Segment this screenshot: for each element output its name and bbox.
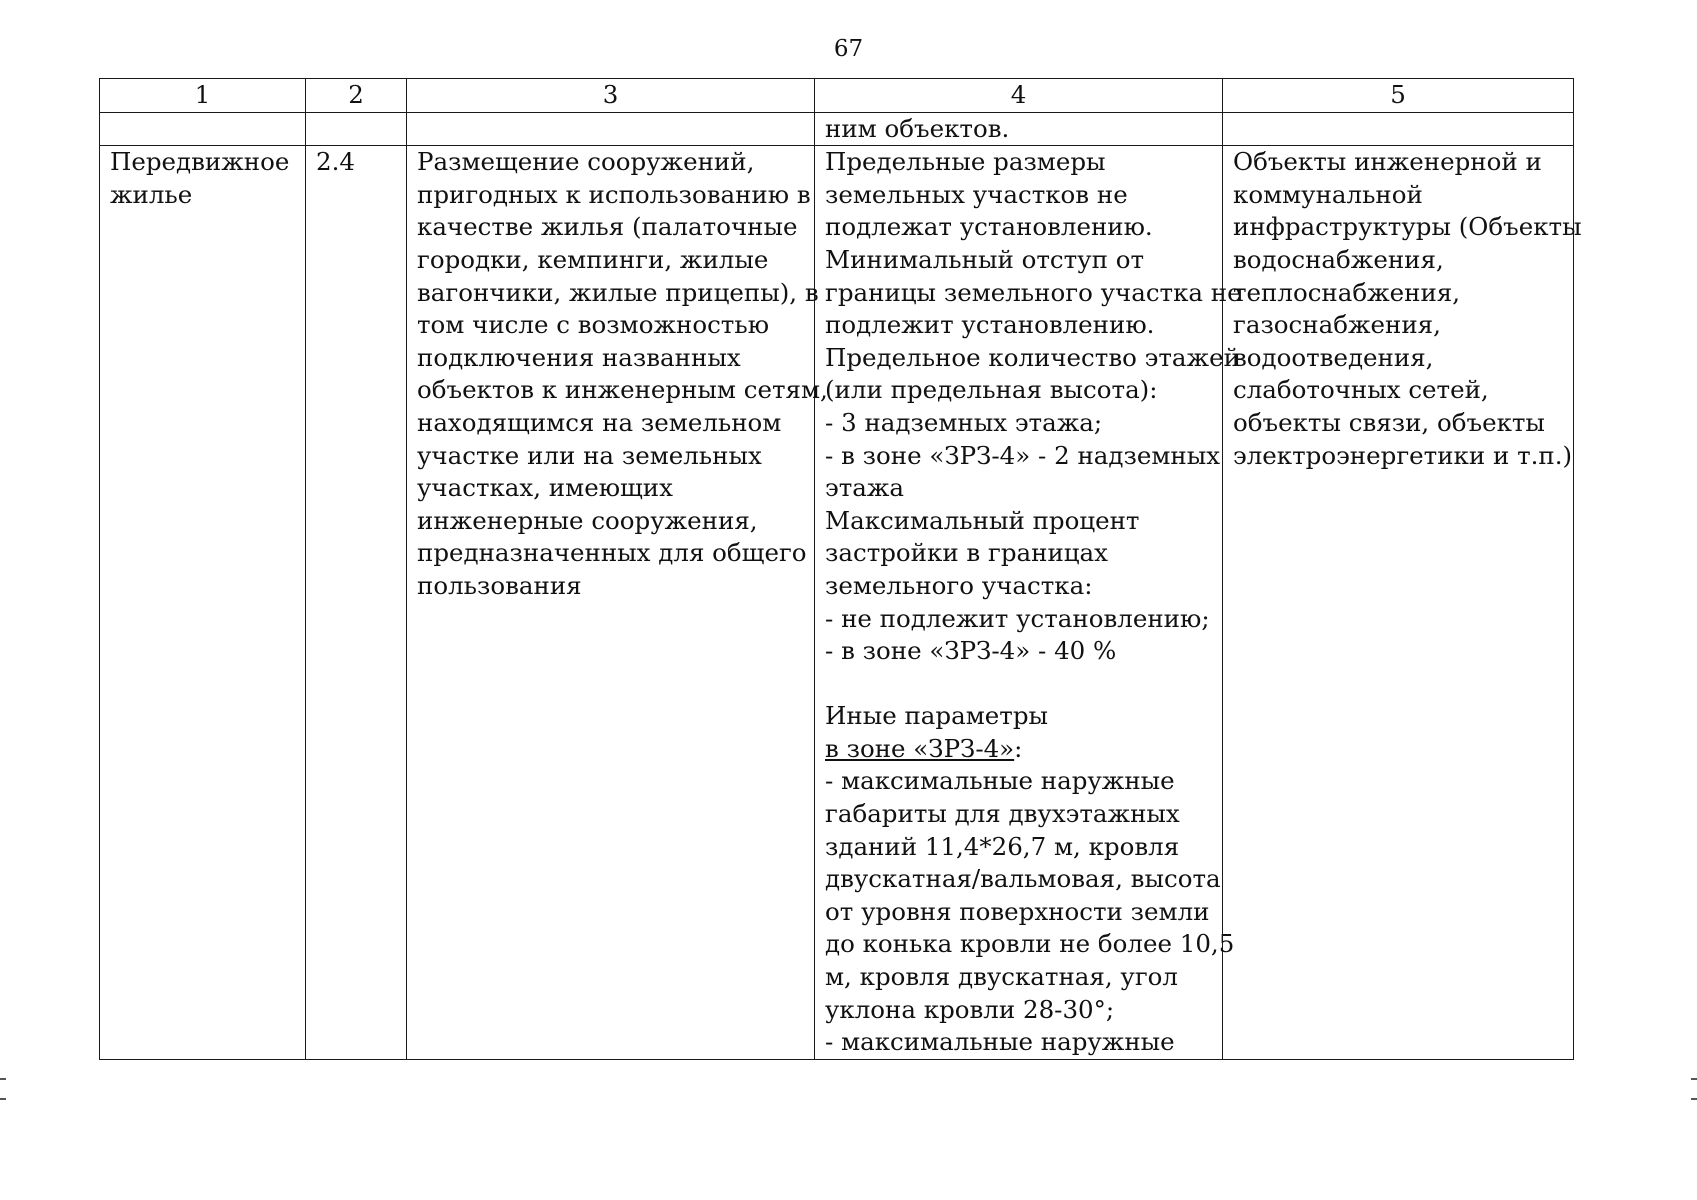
auxiliary-line: слаботочных сетей, — [1233, 375, 1489, 405]
description-line: инженерные сооружения, — [417, 505, 758, 535]
parameters-line: двускатная/вальмовая, высота — [825, 864, 1221, 894]
continuation-row — [100, 112, 1574, 146]
column-header-3: 3 — [407, 79, 815, 113]
scan-edge-mark-left — [0, 1078, 6, 1100]
parameters-line: этажа — [825, 473, 905, 503]
parameters-line: - максимальные наружные — [825, 766, 1175, 796]
description-line: городки, кемпинги, жилые — [417, 244, 769, 274]
auxiliary-line: электроэнергетики и т.п.) — [1233, 440, 1573, 470]
auxiliary-line: теплоснабжения, — [1233, 277, 1461, 307]
parameters-line: границы земельного участка не — [825, 277, 1242, 307]
zone-heading — [825, 733, 1212, 766]
continuation-cell-3 — [407, 112, 815, 146]
auxiliary-line: Объекты инженерной и — [1233, 147, 1542, 177]
description-line: участках, имеющих — [417, 473, 673, 503]
continuation-cell-2 — [306, 112, 407, 146]
parameters-line: (или предельная высота): — [825, 375, 1158, 405]
continuation-cell-5 — [1223, 112, 1574, 146]
auxiliary-line: водоснабжения, — [1233, 244, 1444, 274]
table-row — [100, 146, 1574, 1060]
description-line: пользования — [417, 570, 582, 600]
scan-edge-mark-right — [1691, 1078, 1697, 1100]
paragraph-gap — [825, 668, 1212, 701]
use-type-name-cell — [100, 146, 306, 1060]
description-line: пригодных к использованию в — [417, 179, 811, 209]
parameters-line: Предельное количество этажей — [825, 342, 1240, 372]
description-line: том числе с возможностью — [417, 310, 770, 340]
description-line: предназначенных для общего — [417, 538, 807, 568]
description-line: находящимся на земельном — [417, 407, 782, 437]
parameters-line: Минимальный отступ от — [825, 244, 1145, 274]
description-line: вагончики, жилые прицепы), в — [417, 277, 819, 307]
parameters-line: - в зоне «ЗРЗ-4» - 2 надземных — [825, 440, 1221, 470]
other-params-heading: Иные параметры — [825, 701, 1049, 731]
parameters-line: - не подлежит установлению; — [825, 603, 1210, 633]
continuation-cell-1 — [100, 112, 306, 146]
use-type-code-cell: 2.4 — [306, 146, 407, 1060]
column-header-2: 2 — [306, 79, 407, 113]
column-header-1: 1 — [100, 79, 306, 113]
column-header-5: 5 — [1223, 79, 1574, 113]
zone-heading-underlined: в зоне «ЗРЗ-4» — [825, 733, 1015, 763]
auxiliary-line: газоснабжения, — [1233, 310, 1441, 340]
page-number: 67 — [833, 36, 864, 62]
auxiliary-line: водоотведения, — [1233, 342, 1434, 372]
parameters-line: - максимальные наружные — [825, 1027, 1175, 1057]
parameters-line: подлежат установлению. — [825, 212, 1153, 242]
parameters-line: от уровня поверхности земли — [825, 896, 1210, 926]
parameters-line: - 3 надземных этажа; — [825, 407, 1103, 437]
use-type-description-cell — [407, 146, 828, 1060]
parameters-line: до конька кровли не более 10,5 — [825, 929, 1235, 959]
parameters-line: земельных участков не — [825, 179, 1128, 209]
auxiliary-line: объекты связи, объекты — [1233, 407, 1545, 437]
parameters-line: подлежит установлению. — [825, 310, 1155, 340]
auxiliary-line: коммунальной — [1233, 179, 1423, 209]
land-use-table — [99, 78, 1582, 1060]
description-line: качестве жилья (палаточные — [417, 212, 798, 242]
continuation-cell-4: ним объектов. — [815, 112, 1223, 146]
parameters-line: застройки в границах — [825, 538, 1108, 568]
parameters-line: земельного участка: — [825, 570, 1093, 600]
parameters-line: уклона кровли 28-30°; — [825, 994, 1115, 1024]
parameters-line: м, кровля двускатная, угол — [825, 962, 1179, 992]
parameters-line: зданий 11,4*26,7 м, кровля — [825, 831, 1180, 861]
auxiliary-line: инфраструктуры (Объекты — [1233, 212, 1582, 242]
parameters-cell — [815, 146, 1242, 1060]
description-line: подключения названных — [417, 342, 741, 372]
use-type-name-line: Передвижное — [110, 147, 290, 177]
auxiliary-objects-cell — [1223, 146, 1582, 1060]
parameters-line: - в зоне «ЗРЗ-4» - 40 % — [825, 636, 1117, 666]
description-line: участке или на земельных — [417, 440, 762, 470]
parameters-line: Предельные размеры — [825, 147, 1106, 177]
parameters-line: габариты для двухэтажных — [825, 799, 1180, 829]
table-header-row — [100, 79, 1574, 113]
description-line: объектов к инженерным сетям, — [417, 375, 828, 405]
use-type-name-line: жилье — [110, 179, 193, 209]
zone-heading-colon: : — [1014, 733, 1023, 763]
column-header-4: 4 — [815, 79, 1223, 113]
description-line: Размещение сооружений, — [417, 147, 755, 177]
parameters-line: Максимальный процент — [825, 505, 1140, 535]
